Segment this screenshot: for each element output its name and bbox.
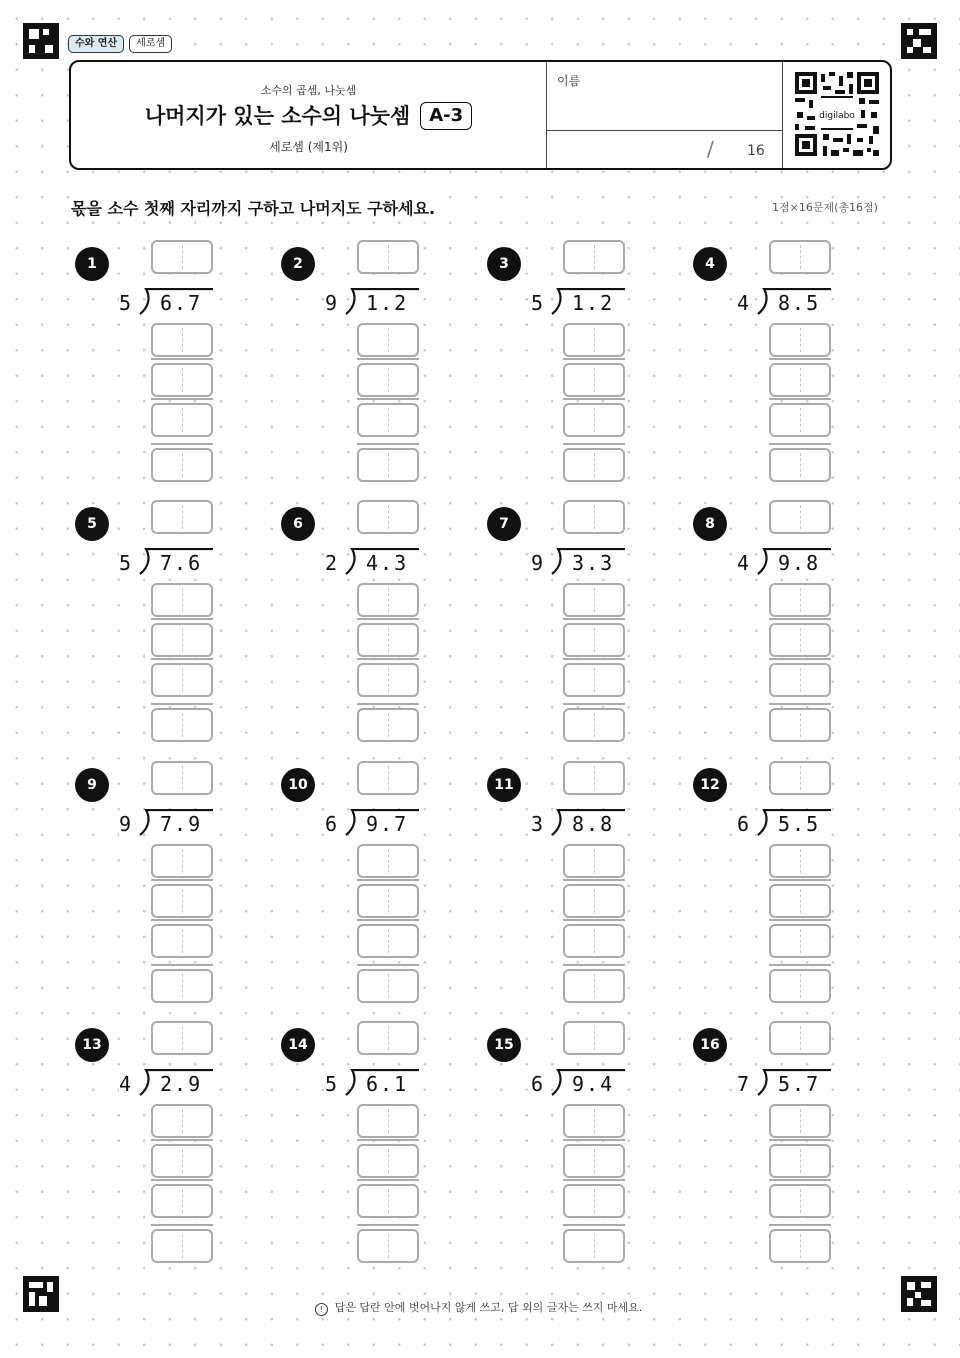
divisor: 9 (325, 291, 338, 315)
subtraction-line (769, 618, 831, 620)
work-answer-box[interactable] (563, 323, 625, 357)
subtraction-line (151, 1139, 213, 1141)
problem-2 (276, 237, 426, 477)
quotient-answer-box[interactable] (151, 761, 213, 795)
problem-1 (70, 237, 220, 477)
work-answer-box[interactable] (357, 448, 419, 482)
problem-8 (688, 497, 838, 737)
work-answer-box[interactable] (357, 323, 419, 357)
category-tags (68, 35, 172, 53)
work-answer-box[interactable] (357, 1184, 419, 1218)
page-title (71, 100, 546, 130)
subtraction-line (563, 398, 625, 400)
subtraction-line (357, 358, 419, 360)
work-answer-box[interactable] (769, 448, 831, 482)
work-answer-box[interactable] (151, 323, 213, 357)
quotient-answer-box[interactable] (563, 500, 625, 534)
work-answer-box[interactable] (357, 924, 419, 958)
work-answer-box[interactable] (151, 884, 213, 918)
subtraction-line (563, 658, 625, 660)
points-label: 1점×16문제(총16점) (772, 201, 878, 214)
subtraction-line (769, 1139, 831, 1141)
score-total: 16 (747, 143, 765, 159)
dividend: 1.2 (572, 291, 615, 315)
work-answer-box[interactable] (769, 884, 831, 918)
subtraction-line (769, 964, 831, 966)
divisor: 5 (531, 291, 544, 315)
subtraction-line (357, 919, 419, 921)
dividend: 5.7 (778, 1072, 821, 1096)
subtraction-line (563, 879, 625, 881)
problem-16 (688, 1018, 838, 1258)
title-text: 나머지가 있는 소수의 나눗셈 (144, 104, 411, 128)
work-answer-box[interactable] (563, 924, 625, 958)
subtraction-line (151, 658, 213, 660)
work-answer-box[interactable] (151, 1184, 213, 1218)
work-answer-box[interactable] (151, 844, 213, 878)
subtraction-line (563, 919, 625, 921)
work-answer-box[interactable] (151, 1144, 213, 1178)
divisor: 9 (531, 551, 544, 575)
work-answer-box[interactable] (769, 969, 831, 1003)
work-answer-box[interactable] (769, 1184, 831, 1218)
subtraction-line (563, 1179, 625, 1181)
work-answer-box[interactable] (563, 1144, 625, 1178)
problem-number: 11 (487, 768, 521, 802)
work-answer-box[interactable] (151, 924, 213, 958)
quotient-answer-box[interactable] (563, 761, 625, 795)
work-answer-box[interactable] (357, 708, 419, 742)
problem-5 (70, 497, 220, 737)
problem-number: 16 (693, 1028, 727, 1062)
dividend: 4.3 (366, 551, 409, 575)
work-answer-box[interactable] (769, 708, 831, 742)
work-answer-box[interactable] (151, 448, 213, 482)
divisor: 4 (737, 551, 750, 575)
work-answer-box[interactable] (151, 708, 213, 742)
work-answer-box[interactable] (357, 363, 419, 397)
subtraction-line (563, 964, 625, 966)
problem-9 (70, 758, 220, 998)
dividend: 8.8 (572, 812, 615, 836)
title-block (71, 62, 547, 168)
work-answer-box[interactable] (769, 844, 831, 878)
dividend: 5.5 (778, 812, 821, 836)
problem-3 (482, 237, 632, 477)
divisor: 4 (119, 1072, 132, 1096)
work-answer-box[interactable] (357, 403, 419, 437)
work-answer-box[interactable] (563, 969, 625, 1003)
warning-icon: ! (315, 1303, 328, 1316)
dividend: 9.4 (572, 1072, 615, 1096)
divisor: 6 (531, 1072, 544, 1096)
dividend: 9.7 (366, 812, 409, 836)
problem-12 (688, 758, 838, 998)
problem-number: 13 (75, 1028, 109, 1062)
work-answer-box[interactable] (357, 623, 419, 657)
problem-number: 1 (75, 247, 109, 281)
work-answer-box[interactable] (563, 663, 625, 697)
problem-number: 8 (693, 507, 727, 541)
work-answer-box[interactable] (769, 1104, 831, 1138)
work-answer-box[interactable] (769, 623, 831, 657)
subtraction-line (151, 1179, 213, 1181)
qr-code-icon (795, 72, 879, 156)
problem-number: 6 (281, 507, 315, 541)
subtraction-line (769, 703, 831, 705)
problem-number: 4 (693, 247, 727, 281)
name-field[interactable] (547, 62, 782, 131)
problem-6 (276, 497, 426, 737)
divisor: 6 (737, 812, 750, 836)
subtraction-line (357, 703, 419, 705)
divisor: 6 (325, 812, 338, 836)
work-answer-box[interactable] (563, 708, 625, 742)
problem-10 (276, 758, 426, 998)
subtraction-line (357, 443, 419, 445)
problem-7 (482, 497, 632, 737)
dividend: 7.6 (160, 551, 203, 575)
work-answer-box[interactable] (769, 583, 831, 617)
quotient-answer-box[interactable] (357, 761, 419, 795)
worksheet-header (69, 60, 892, 170)
subtraction-line (151, 443, 213, 445)
tag-category: 수와 연산 (68, 35, 124, 53)
subtraction-line (151, 879, 213, 881)
subtraction-line (563, 618, 625, 620)
quotient-answer-box[interactable] (151, 500, 213, 534)
corner-marker-top-left (23, 23, 59, 59)
work-answer-box[interactable] (151, 969, 213, 1003)
work-answer-box[interactable] (769, 1144, 831, 1178)
subtraction-line (151, 618, 213, 620)
quotient-answer-box[interactable] (151, 240, 213, 274)
problem-number: 12 (693, 768, 727, 802)
instruction-text: 몫을 소수 첫째 자리까지 구하고 나머지도 구하세요. (69, 196, 437, 219)
work-answer-box[interactable] (563, 1104, 625, 1138)
work-answer-box[interactable] (769, 1229, 831, 1263)
work-answer-box[interactable] (563, 1184, 625, 1218)
dividend: 1.2 (366, 291, 409, 315)
subtraction-line (769, 443, 831, 445)
work-answer-box[interactable] (357, 1144, 419, 1178)
divisor: 5 (119, 291, 132, 315)
divisor: 7 (737, 1072, 750, 1096)
subtraction-line (357, 964, 419, 966)
subtraction-line (769, 879, 831, 881)
work-answer-box[interactable] (357, 969, 419, 1003)
qr-code (782, 62, 891, 168)
subtraction-line (151, 358, 213, 360)
work-answer-box[interactable] (563, 623, 625, 657)
problem-number: 9 (75, 768, 109, 802)
work-answer-box[interactable] (357, 1229, 419, 1263)
subtraction-line (151, 703, 213, 705)
dividend: 7.9 (160, 812, 203, 836)
subtraction-line (357, 618, 419, 620)
problem-13 (70, 1018, 220, 1258)
divisor: 4 (737, 291, 750, 315)
dividend: 8.5 (778, 291, 821, 315)
footer-text: 답은 답란 안에 벗어나지 않게 쓰고, 답 외의 글자는 쓰지 마세요. (332, 1301, 646, 1314)
work-answer-box[interactable] (151, 363, 213, 397)
quotient-answer-box[interactable] (357, 1021, 419, 1055)
quotient-answer-box[interactable] (769, 240, 831, 274)
problem-number: 5 (75, 507, 109, 541)
problem-14 (276, 1018, 426, 1258)
dividend: 3.3 (572, 551, 615, 575)
quotient-answer-box[interactable] (769, 1021, 831, 1055)
subtraction-line (769, 1224, 831, 1226)
subtraction-line (769, 398, 831, 400)
divisor: 5 (119, 551, 132, 575)
work-answer-box[interactable] (563, 403, 625, 437)
quotient-answer-box[interactable] (563, 240, 625, 274)
subtraction-line (769, 658, 831, 660)
subtraction-line (151, 919, 213, 921)
subtraction-line (563, 443, 625, 445)
dividend: 9.8 (778, 551, 821, 575)
dividend: 2.9 (160, 1072, 203, 1096)
work-answer-box[interactable] (151, 1229, 213, 1263)
work-answer-box[interactable] (563, 884, 625, 918)
tag-type: 세로셈 (129, 35, 172, 53)
work-answer-box[interactable] (357, 884, 419, 918)
work-answer-box[interactable] (151, 1104, 213, 1138)
svg-text:digilabo: digilabo (819, 111, 855, 121)
work-answer-box[interactable] (769, 663, 831, 697)
subtraction-line (151, 398, 213, 400)
subtraction-line (357, 879, 419, 881)
work-answer-box[interactable] (357, 1104, 419, 1138)
subtraction-line (151, 964, 213, 966)
work-answer-box[interactable] (563, 363, 625, 397)
work-answer-box[interactable] (769, 403, 831, 437)
quotient-answer-box[interactable] (563, 1021, 625, 1055)
quotient-answer-box[interactable] (357, 500, 419, 534)
name-label: 이름 (557, 74, 581, 88)
problem-number: 10 (281, 768, 315, 802)
work-answer-box[interactable] (151, 403, 213, 437)
subtraction-line (357, 658, 419, 660)
divisor: 5 (325, 1072, 338, 1096)
work-answer-box[interactable] (563, 448, 625, 482)
work-answer-box[interactable] (357, 663, 419, 697)
problem-number: 14 (281, 1028, 315, 1062)
work-answer-box[interactable] (151, 583, 213, 617)
subtraction-line (357, 1179, 419, 1181)
work-answer-box[interactable] (151, 623, 213, 657)
work-answer-box[interactable] (769, 323, 831, 357)
subtraction-line (151, 1224, 213, 1226)
dividend: 6.7 (160, 291, 203, 315)
work-answer-box[interactable] (563, 1229, 625, 1263)
work-answer-box[interactable] (357, 583, 419, 617)
divisor: 2 (325, 551, 338, 575)
subtraction-line (769, 1179, 831, 1181)
subtraction-line (563, 703, 625, 705)
subtraction-line (357, 1139, 419, 1141)
work-answer-box[interactable] (769, 924, 831, 958)
problem-4 (688, 237, 838, 477)
corner-marker-top-right (901, 23, 937, 59)
subtraction-line (769, 358, 831, 360)
subtitle: 세로셈 (제1위) (269, 140, 348, 154)
work-answer-box[interactable] (563, 844, 625, 878)
divisor: 3 (531, 812, 544, 836)
divisor: 9 (119, 812, 132, 836)
problem-number: 7 (487, 507, 521, 541)
quotient-answer-box[interactable] (151, 1021, 213, 1055)
subtraction-line (563, 1224, 625, 1226)
quotient-answer-box[interactable] (769, 500, 831, 534)
subtraction-line (563, 358, 625, 360)
problem-number: 2 (281, 247, 315, 281)
dividend: 6.1 (366, 1072, 409, 1096)
problem-number: 15 (487, 1028, 521, 1062)
subtraction-line (563, 1139, 625, 1141)
subtraction-line (357, 1224, 419, 1226)
work-answer-box[interactable] (563, 583, 625, 617)
quotient-answer-box[interactable] (357, 240, 419, 274)
score-slash: / (707, 137, 714, 161)
footer-note (0, 1299, 960, 1316)
problem-number: 3 (487, 247, 521, 281)
work-answer-box[interactable] (769, 363, 831, 397)
quotient-answer-box[interactable] (769, 761, 831, 795)
problem-15 (482, 1018, 632, 1258)
work-answer-box[interactable] (357, 844, 419, 878)
work-answer-box[interactable] (151, 663, 213, 697)
problem-11 (482, 758, 632, 998)
score-field[interactable] (547, 131, 782, 168)
level-badge: A-3 (420, 102, 472, 130)
subtraction-line (769, 919, 831, 921)
subtraction-line (357, 398, 419, 400)
subject-label: 소수의 곱셈, 나눗셈 (260, 84, 357, 97)
